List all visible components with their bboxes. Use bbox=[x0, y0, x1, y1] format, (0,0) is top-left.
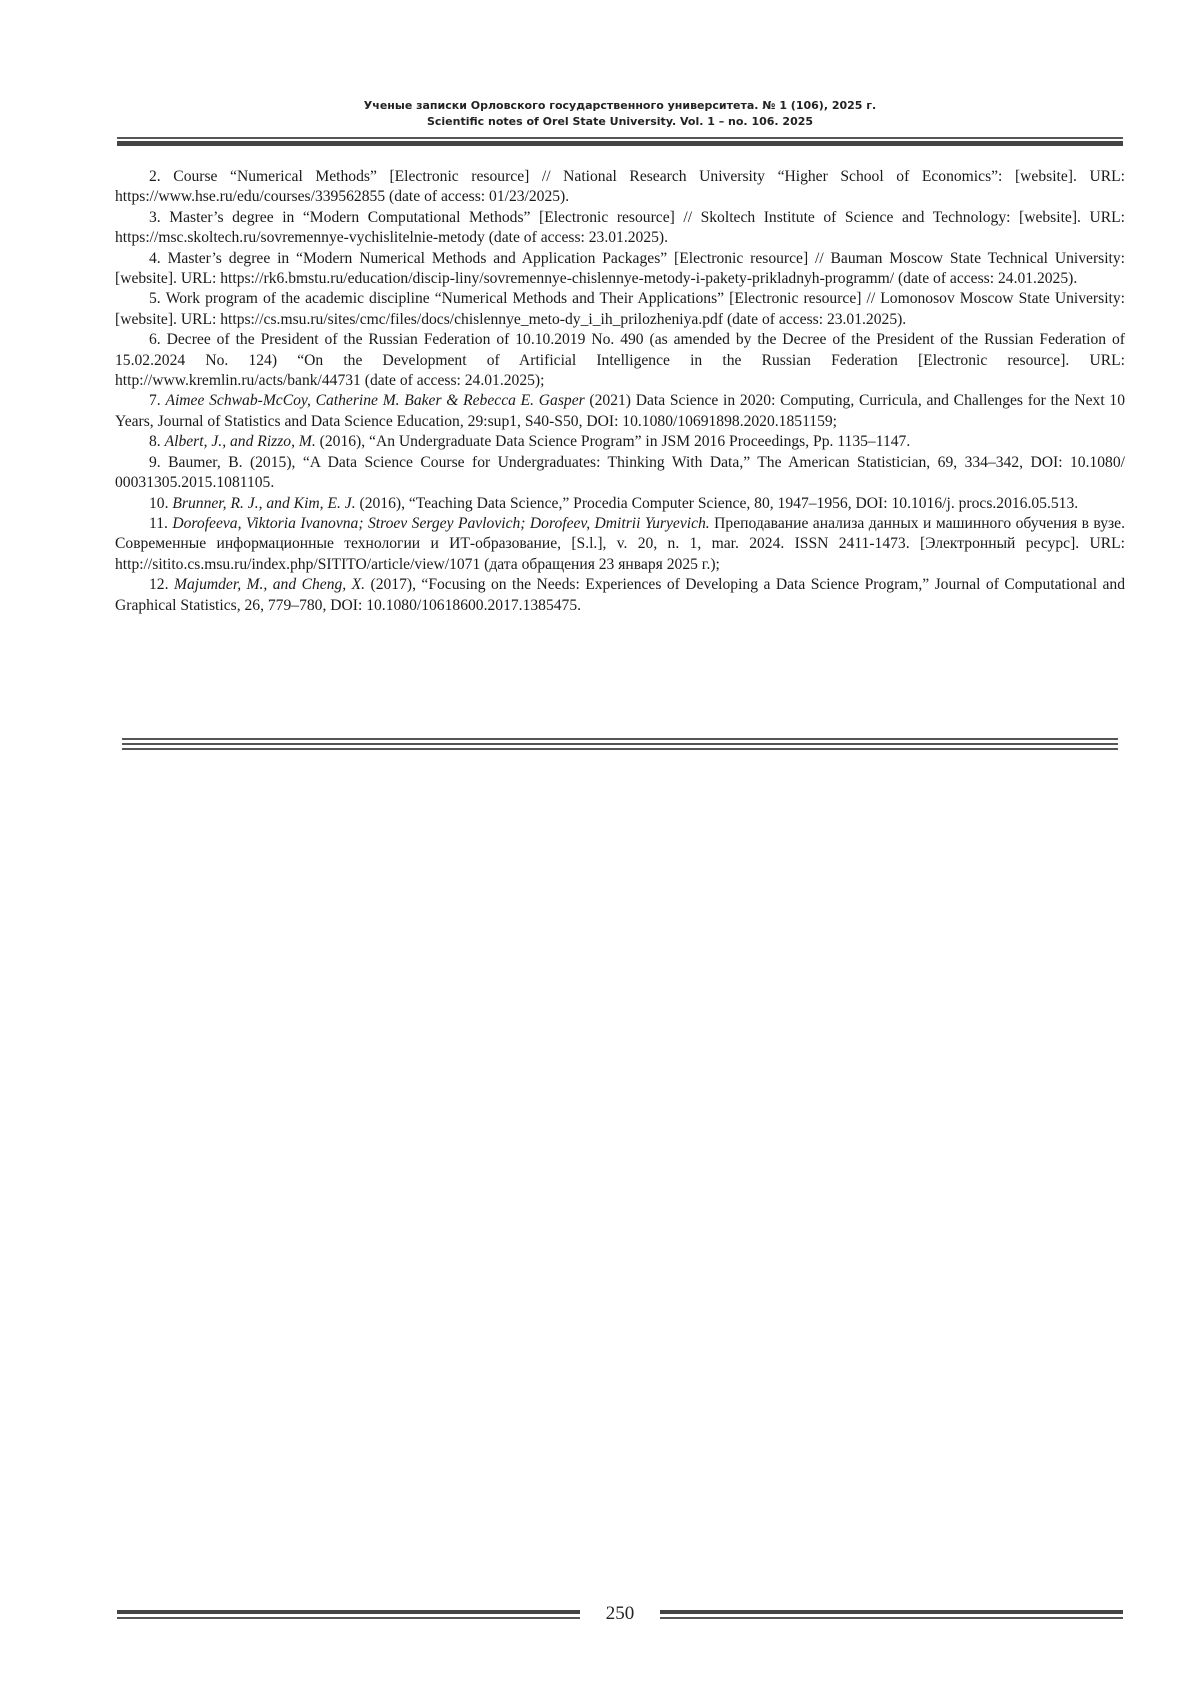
reference-item bbox=[115, 330, 1125, 391]
reference-item bbox=[115, 289, 1125, 330]
end-of-article-rule bbox=[122, 738, 1118, 753]
reference-item bbox=[115, 167, 1125, 208]
reference-number: 12. bbox=[149, 576, 169, 594]
reference-number: 3. bbox=[149, 208, 161, 226]
reference-number: 5. bbox=[149, 290, 161, 308]
reference-text: (2017), “Focusing on the Needs: Experiences of Developing a Data Science Program,” Journal of Computational and Graphical Statistics, 26, 779–780, DOI: 10.1080/10618600.2017.1385475. bbox=[115, 576, 1125, 614]
reference-item bbox=[115, 432, 1125, 452]
reference-item bbox=[115, 575, 1125, 616]
footer-rule-right bbox=[660, 1610, 1123, 1622]
header-line-en: Scientific notes of Orel State University. Vol. 1 – no. 106. 2025 bbox=[426, 115, 814, 128]
header-rule bbox=[117, 137, 1123, 146]
reference-number: 7. bbox=[149, 392, 161, 410]
reference-authors: Albert, J., and Rizzo, M. bbox=[164, 433, 316, 451]
reference-text: (2021) Data Science in 2020: Computing, Curricula, and Challenges for the Next 10 Years, Journal of Statistics and Data Science Education, 29:sup1, S40-S50, DOI: 10.1080/10691898.2020.1851159; bbox=[115, 392, 1125, 430]
reference-item bbox=[115, 391, 1125, 432]
reference-item bbox=[115, 514, 1125, 575]
reference-number: 2. bbox=[149, 168, 161, 185]
header-line-ru: Ученые записки Орловского государственного университета. № 1 (106), 2025 г. bbox=[363, 99, 877, 112]
reference-text: (2016), “An Undergraduate Data Science Program” in JSM 2016 Proceedings, Pp. 1135–1147. bbox=[315, 433, 911, 451]
running-header bbox=[117, 98, 1123, 130]
reference-authors: Aimee Schwab-McCoy, Catherine M. Baker & Rebecca E. Gasper bbox=[165, 392, 585, 410]
reference-item bbox=[115, 208, 1125, 249]
reference-number: 8. bbox=[149, 433, 161, 451]
reference-text: (2016), “Teaching Data Science,” Procedia Computer Science, 80, 1947–1956, DOI: 10.1016/j. procs.2016.05.513. bbox=[355, 494, 1079, 512]
reference-number: 4. bbox=[149, 249, 161, 267]
reference-item bbox=[115, 494, 1125, 514]
page-number: 250 bbox=[605, 1603, 635, 1624]
reference-number: 9. bbox=[149, 453, 161, 471]
reference-authors: Majumder, M., and Cheng, X. bbox=[173, 576, 366, 594]
reference-number: 11. bbox=[149, 514, 168, 532]
reference-text: Преподавание анализа данных и машинного обучения в вузе. Современные информационные технологии и ИТ-образование, [S.l.], v. 20, n. 1, mar. 2024. ISSN 2411-1473. [Электронный ресурс]. URL: http://sitito.cs.msu.ru/index.php/SITITO/article/view/1071 (дата обращения 23 января 2025 г.); bbox=[115, 514, 1125, 573]
reference-text: Master’s degree in “Modern Numerical Methods and Application Packages” [Electronic resource] // Bauman Moscow State Technical University: [website]. URL: https://rk6.bmstu.ru/education/discip-liny/sovremennye-chislennye-metody-i-pakety-prikladnyh-programm/ (date of access: 24.01.2025). bbox=[115, 249, 1125, 288]
reference-authors: Brunner, R. J., and Kim, E. J. bbox=[172, 494, 356, 512]
reference-authors: Dorofeeva, Viktoria Ivanovna; Stroev Sergey Pavlovich; Dorofeev, Dmitrii Yuryevich. bbox=[172, 514, 710, 532]
reference-number: 6. bbox=[149, 331, 161, 349]
reference-text: Course “Numerical Methods” [Electronic resource] // National Research University “Higher School of Economics”: [website]. URL: https://www.hse.ru/edu/courses/339562855 (date of access: 01/23/2025). bbox=[115, 168, 1125, 206]
reference-text: Decree of the President of the Russian Federation of 10.10.2019 No. 490 (as amended by the Decree of the President of the Russian Federation of 15.02.2024 No. 124) “On the Development of Artificial Intelligence in the Russian Federation [Electronic resource]. URL: http://www.kremlin.ru/acts/bank/44731 (date of access: 24.01.2025); bbox=[115, 331, 1125, 390]
reference-text: Master’s degree in “Modern Computational Methods” [Electronic resource] // Skoltech Institute of Science and Technology: [website]. URL: https://msc.skoltech.ru/sovremennye-vychislitelnie-metody (date of access: 23.01.2025). bbox=[115, 208, 1125, 247]
reference-text: Work program of the academic discipline “Numerical Methods and Their Applications” [Electronic resource] // Lomonosov Moscow State University: [website]. URL: https://cs.msu.ru/sites/cmc/files/docs/chislennye_meto-dy_i_ih_prilozheniya.pdf (date of access: 23.01.2025). bbox=[115, 290, 1125, 328]
footer-rule-left bbox=[117, 1610, 580, 1622]
reference-number: 10. bbox=[149, 494, 169, 512]
page-footer bbox=[117, 1602, 1123, 1628]
reference-list bbox=[115, 167, 1125, 616]
reference-item bbox=[115, 453, 1125, 494]
reference-item bbox=[115, 249, 1125, 290]
reference-text: Baumer, B. (2015), “A Data Science Course for Undergraduates: Thinking With Data,” The American Statistician, 69, 334–342, DOI: 10.1080/ 00031305.2015.1081105. bbox=[115, 453, 1125, 492]
